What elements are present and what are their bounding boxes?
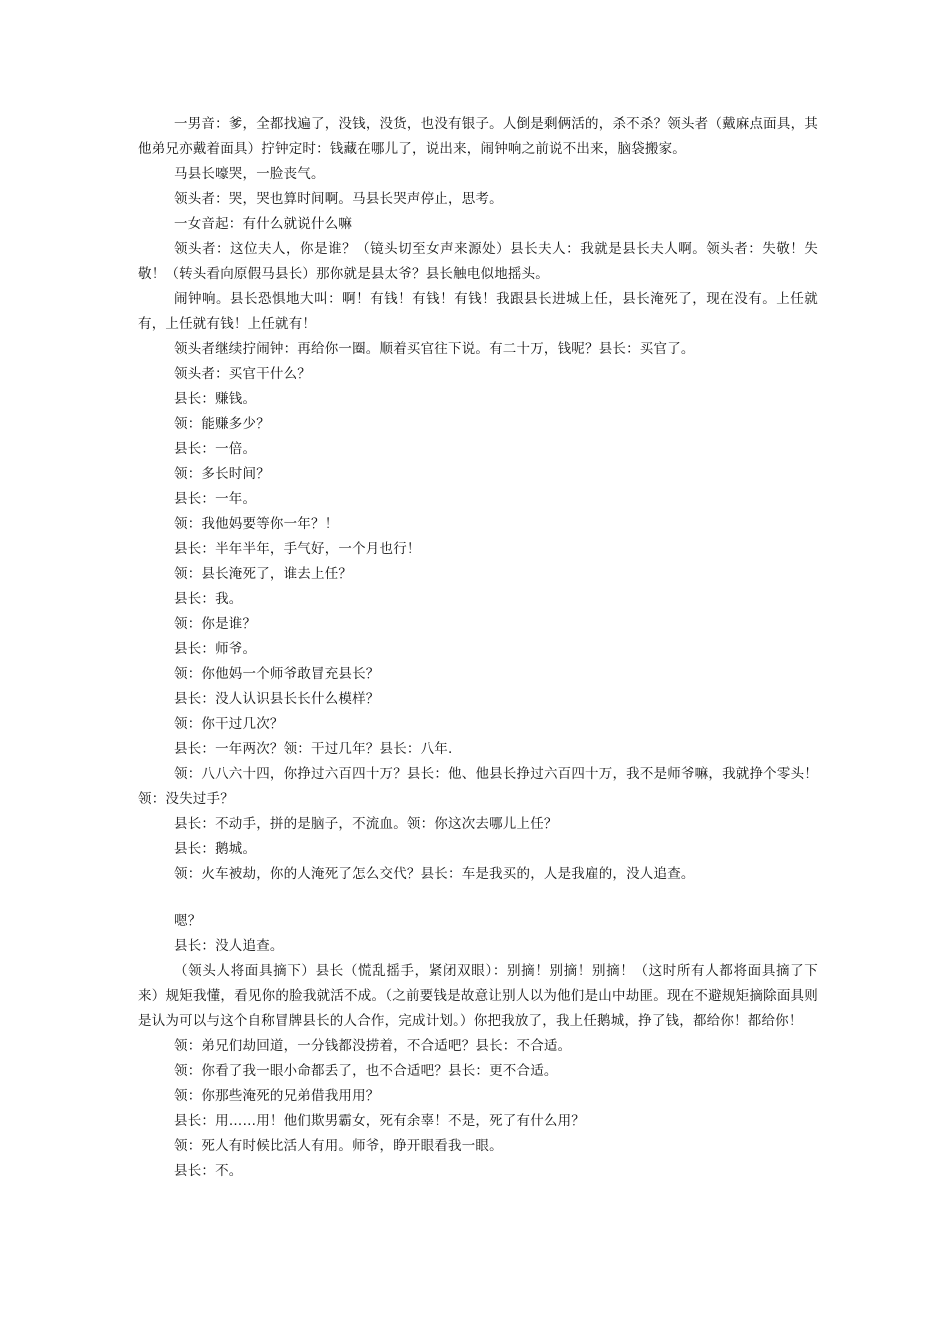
paragraph: （领头人将面具摘下）县长（慌乱摇手，紧闭双眼）：别摘！别摘！别摘！（这时所有人都将面具摘了下来）规矩我懂，看见你的脸我就活不成。（之前要钱是故意让别人以为他们是山中劫匪。现在不避规矩摘除面具则是认为可以与这个自称冒牌县长的人合作，完成计划。）你把我放了，我上任鹅城，挣了钱，都给你！都给你！ — [138, 963, 818, 1029]
paragraph: 领：我他妈要等你一年？！ — [174, 516, 339, 532]
paragraph: 领：县长淹死了，谁去上任？ — [174, 566, 353, 582]
paragraph: 领：你看了我一眼小命都丢了，也不合适吧？县长：更不合适。 — [174, 1063, 558, 1079]
paragraph: 领：火车被劫，你的人淹死了怎么交代？县长：车是我买的，人是我雇的，没人追查。 — [174, 866, 695, 882]
paragraph: 县长：用……用！他们欺男霸女，死有余辜！不是，死了有什么用？ — [174, 1113, 585, 1129]
paragraph: 一男音：爹，全都找遍了，没钱，没货，也没有银子。人倒是剩俩活的，杀不杀？领头者（戴麻点面具，其他弟兄亦戴着面具）拧钟定时：钱藏在哪儿了，说出来，闹钟响之前说不出来，脑袋搬家。 — [138, 116, 818, 157]
paragraph: 县长：半年半年，手气好，一个月也行！ — [174, 541, 421, 557]
paragraph: 领头者：哭，哭也算时间啊。马县长哭声停止，思考。 — [174, 191, 503, 207]
paragraph: 县长：不动手，拼的是脑子，不流血。领：你这次去哪儿上任？ — [174, 816, 558, 832]
paragraph: 县长：鹅城。 — [174, 841, 257, 857]
paragraph: 闹钟响。县长恐惧地大叫：啊！有钱！有钱！有钱！我跟县长进城上任，县长淹死了，现在没有。上任就有，上任就有钱！上任就有！ — [138, 291, 818, 332]
paragraph: 县长：一倍。 — [174, 441, 257, 457]
paragraph: 领：多长时间？ — [174, 466, 270, 482]
paragraph: 县长：我。 — [174, 591, 243, 607]
paragraph: 一女音起：有什么就说什么嘛 — [174, 216, 353, 232]
paragraph: 领：死人有时候比活人有用。师爷，睁开眼看我一眼。 — [174, 1138, 503, 1154]
paragraph: 嗯？ — [174, 913, 202, 929]
paragraph: 领：你干过几次？ — [174, 716, 284, 732]
paragraph: 县长：一年。 — [174, 491, 257, 507]
paragraph: 领：弟兄们劫回道，一分钱都没捞着，不合适吧？县长：不合适。 — [174, 1038, 572, 1054]
paragraph: 县长：赚钱。 — [174, 391, 257, 407]
paragraph: 领：你是谁？ — [174, 616, 257, 632]
paragraph: 领：八八六十四，你挣过六百四十万？县长：他、他县长挣过六百四十万，我不是师爷嘛，我就挣个零头！领：没失过手？ — [138, 766, 818, 807]
paragraph: 领：你那些淹死的兄弟借我用用？ — [174, 1088, 380, 1104]
paragraph: 领头者：这位夫人，你是谁？（镜头切至女声来源处）县长夫人：我就是县长夫人啊。领头者：失敬！失敬！（转头看向原假马县长）那你就是县太爷？县长触电似地摇头。 — [138, 241, 818, 282]
paragraph: 领头者：买官干什么？ — [174, 366, 311, 382]
paragraph: 领头者继续拧闹钟：再给你一圈。顺着买官往下说。有二十万，钱呢？县长：买官了。 — [174, 341, 695, 357]
paragraph: 马县长嚎哭，一脸丧气。 — [174, 166, 325, 182]
paragraph: 县长：一年两次？领：干过几年？县长：八年. — [174, 741, 453, 757]
paragraph: 县长：不。 — [174, 1163, 243, 1179]
paragraph: 领：你他妈一个师爷敢冒充县长？ — [174, 666, 380, 682]
paragraph: 县长：没人认识县长长什么模样？ — [174, 691, 380, 707]
paragraph: 县长：没人追查。 — [174, 938, 284, 954]
document-page — [138, 112, 818, 1184]
paragraph: 县长：师爷。 — [174, 641, 257, 657]
paragraph: 领：能赚多少？ — [174, 416, 270, 432]
